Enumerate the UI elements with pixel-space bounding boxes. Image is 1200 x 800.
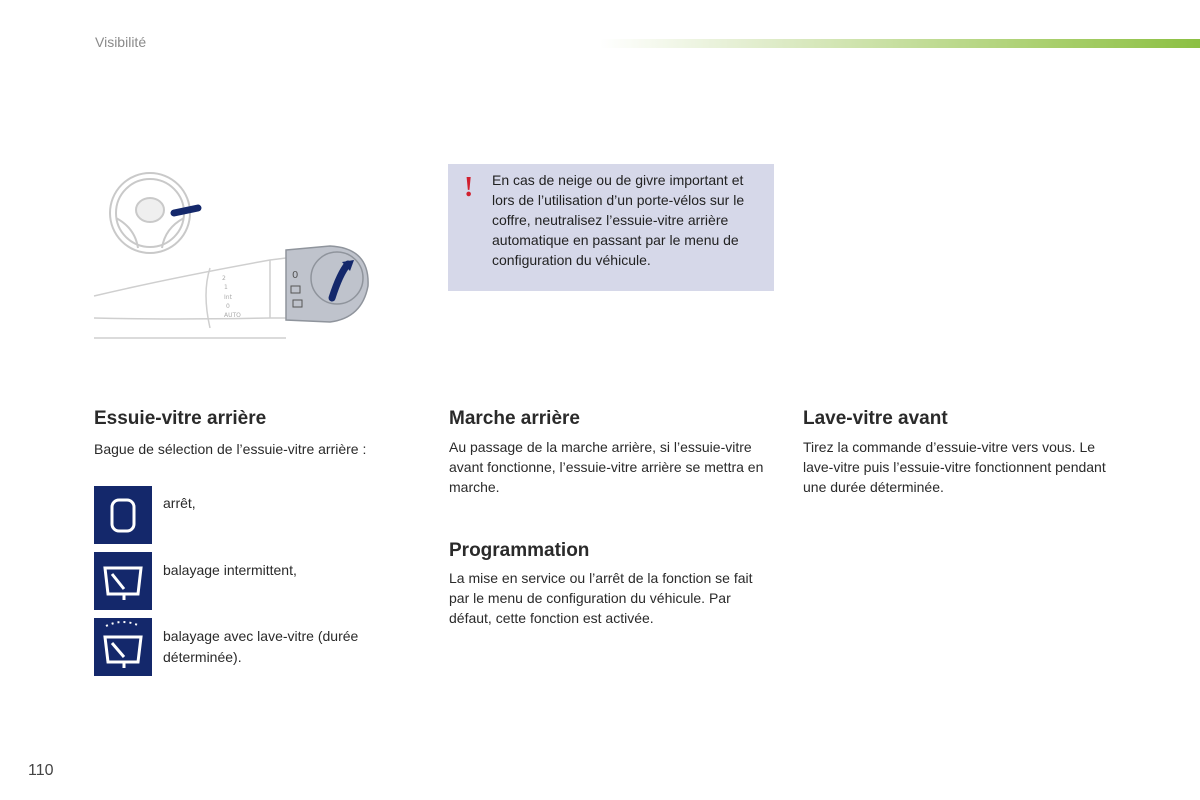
- programming-heading: Programmation: [449, 540, 590, 561]
- intermittent-wipe-icon: [94, 552, 152, 610]
- intermittent-wipe-label: balayage intermittent,: [163, 562, 297, 578]
- stalk-label-int: Int: [224, 294, 232, 301]
- warning-icon: !: [464, 172, 474, 203]
- warning-text: En cas de neige ou de givre important et lors de l’utilisation d’un porte-vélos sur le coffre, neutralisez l’essuie-vitre arrière automatique en passant par le menu de configuration du véhicule.: [492, 172, 745, 268]
- svg-text:0: 0: [292, 270, 299, 281]
- section-title: Visibilité: [95, 34, 147, 50]
- rear-wiper-heading: Essuie-vitre arrière: [94, 408, 267, 429]
- wiper-stalk-illustration: [90, 168, 380, 348]
- reverse-gear-heading: Marche arrière: [449, 408, 580, 429]
- front-washer-text: Tirez la commande d’essuie-vitre vers vous. Le lave-vitre puis l’essuie-vitre fonctionnent pendant une durée déterminée.: [803, 439, 1106, 495]
- wash-wipe-icon: [94, 618, 152, 676]
- page-number: 110: [28, 762, 54, 779]
- stop-label: arrêt,: [163, 495, 196, 511]
- header-accent-bar: [600, 39, 1200, 48]
- stalk-label-auto: AUTO: [224, 312, 241, 319]
- programming-text: La mise en service ou l’arrêt de la fonction se fait par le menu de configuration du véhicule. Par défaut, cette fonction est activée.: [449, 570, 753, 626]
- rear-wiper-intro: Bague de sélection de l’essuie-vitre arrière :: [94, 441, 367, 457]
- wash-wipe-label: balayage avec lave-vitre (durée déterminée).: [163, 628, 359, 665]
- stalk-highlight: [174, 208, 198, 213]
- front-washer-heading: Lave-vitre avant: [803, 408, 948, 429]
- warning-box: [448, 164, 774, 291]
- reverse-gear-text: Au passage de la marche arrière, si l’essuie-vitre avant fonctionne, l’essuie-vitre arrière se mettra en marche.: [449, 439, 764, 495]
- stalk-label-2: 2: [222, 275, 226, 282]
- stalk-label-1: 1: [224, 284, 228, 291]
- stalk-label-0: 0: [226, 303, 230, 310]
- stop-icon: [94, 486, 152, 544]
